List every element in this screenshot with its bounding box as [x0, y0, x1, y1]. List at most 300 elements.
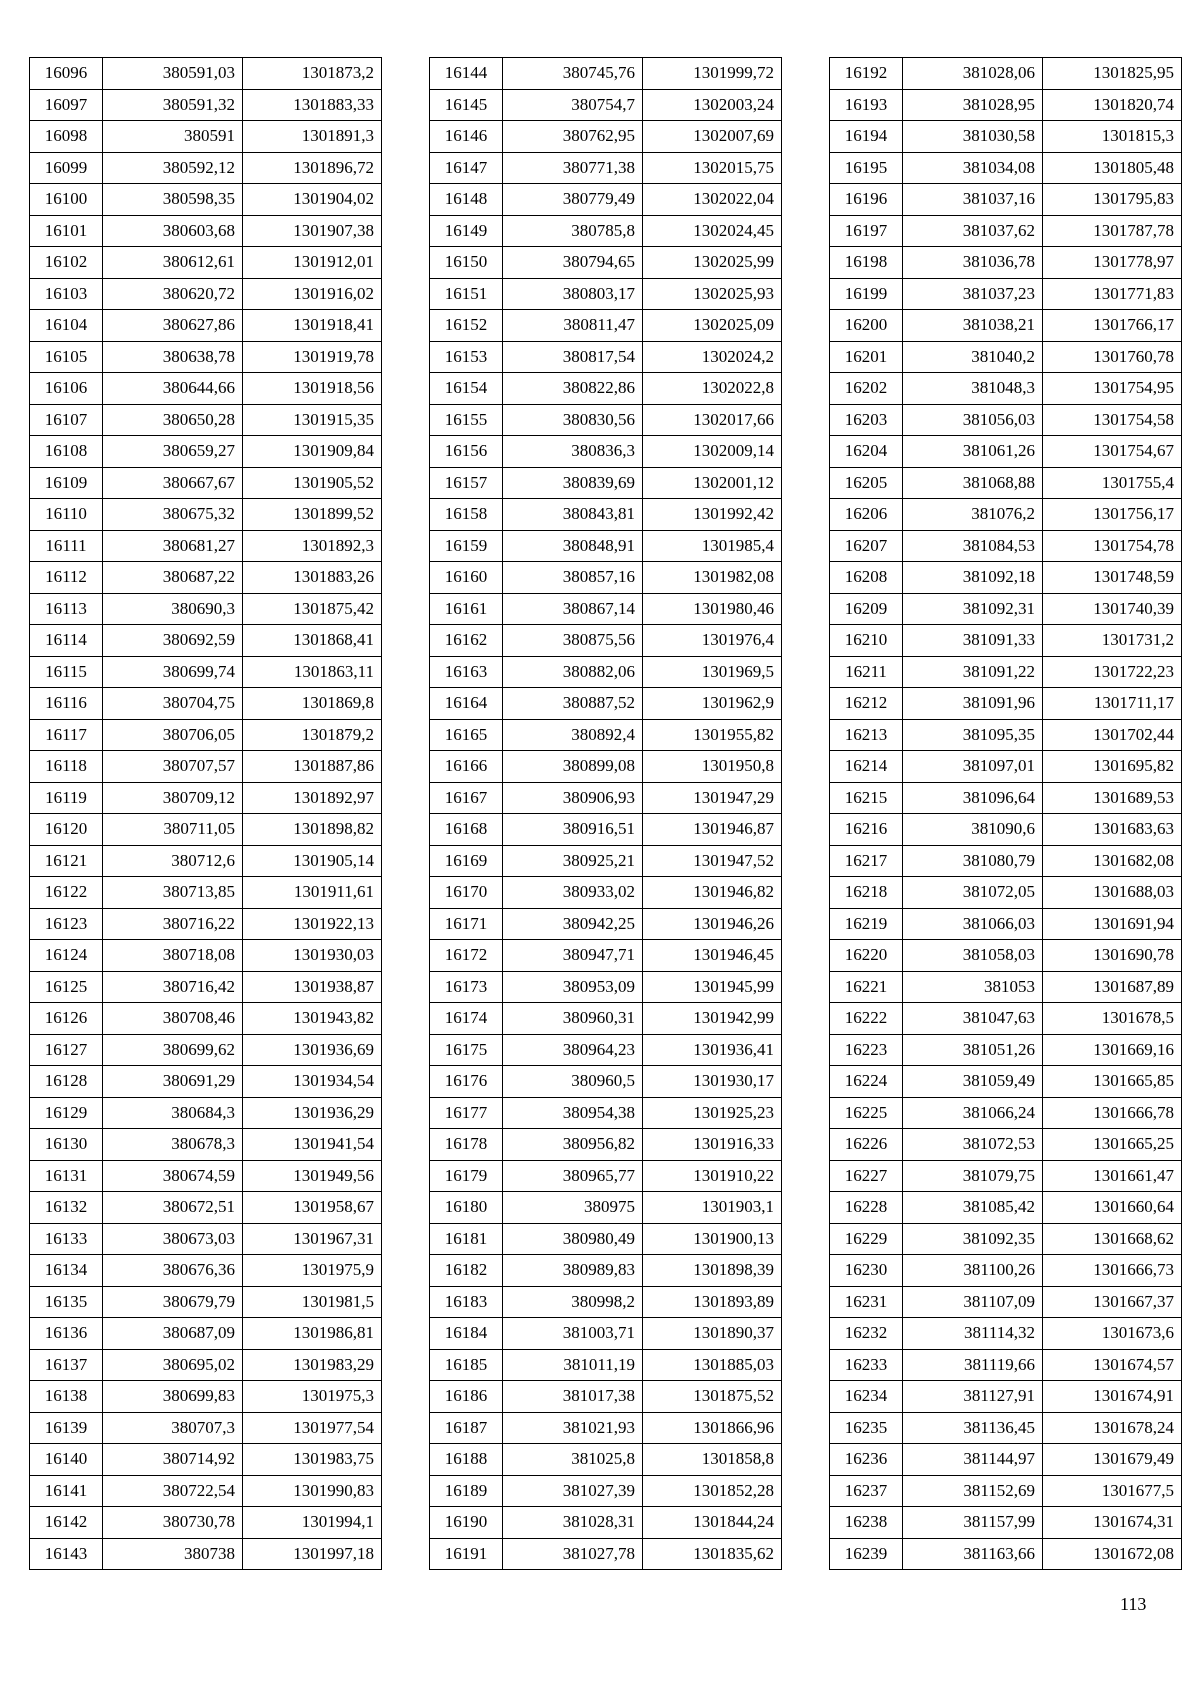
table-row — [430, 1034, 782, 1066]
table-row — [430, 751, 782, 783]
table-row — [430, 656, 782, 688]
x-coordinate-cell: 380975 — [503, 1192, 643, 1224]
y-coordinate-cell: 1301678,5 — [1043, 1003, 1182, 1035]
x-coordinate-cell: 380803,17 — [503, 278, 643, 310]
y-coordinate-cell: 1301982,08 — [643, 562, 782, 594]
x-coordinate-cell: 380947,71 — [503, 940, 643, 972]
table-row — [430, 1318, 782, 1350]
point-number-cell: 16105 — [30, 341, 103, 373]
x-coordinate-cell: 380603,68 — [103, 215, 243, 247]
y-coordinate-cell: 1301900,13 — [643, 1223, 782, 1255]
table-row — [30, 1160, 382, 1192]
x-coordinate-cell: 380762,95 — [503, 121, 643, 153]
table-row — [430, 1475, 782, 1507]
point-number-cell: 16191 — [430, 1538, 503, 1570]
point-number-cell: 16112 — [30, 562, 103, 594]
point-number-cell: 16228 — [830, 1192, 903, 1224]
table-row — [430, 341, 782, 373]
table-row — [830, 782, 1182, 814]
table-row — [830, 1066, 1182, 1098]
y-coordinate-cell: 1302003,24 — [643, 89, 782, 121]
table-row — [830, 310, 1182, 342]
table-row — [30, 1223, 382, 1255]
x-coordinate-cell: 380942,25 — [503, 908, 643, 940]
table-row — [830, 1318, 1182, 1350]
point-number-cell: 16159 — [430, 530, 503, 562]
y-coordinate-cell: 1301866,96 — [643, 1412, 782, 1444]
table-row — [430, 121, 782, 153]
table-row — [30, 373, 382, 405]
point-number-cell: 16207 — [830, 530, 903, 562]
table-row — [830, 1255, 1182, 1287]
y-coordinate-cell: 1301898,82 — [243, 814, 382, 846]
x-coordinate-cell: 381037,16 — [903, 184, 1043, 216]
y-coordinate-cell: 1301787,78 — [1043, 215, 1182, 247]
table-row — [430, 625, 782, 657]
y-coordinate-cell: 1301892,3 — [243, 530, 382, 562]
x-coordinate-cell: 381047,63 — [903, 1003, 1043, 1035]
point-number-cell: 16146 — [430, 121, 503, 153]
y-coordinate-cell: 1301754,67 — [1043, 436, 1182, 468]
table-row — [30, 719, 382, 751]
y-coordinate-cell: 1302022,04 — [643, 184, 782, 216]
x-coordinate-cell: 381092,31 — [903, 593, 1043, 625]
x-coordinate-cell: 381095,35 — [903, 719, 1043, 751]
y-coordinate-cell: 1301690,78 — [1043, 940, 1182, 972]
table-row — [830, 467, 1182, 499]
table-row — [30, 1507, 382, 1539]
x-coordinate-cell: 380627,86 — [103, 310, 243, 342]
x-coordinate-cell: 380707,3 — [103, 1412, 243, 1444]
table-row — [430, 373, 782, 405]
point-number-cell: 16153 — [430, 341, 503, 373]
table-row — [30, 1066, 382, 1098]
table-row — [30, 1318, 382, 1350]
x-coordinate-cell: 380839,69 — [503, 467, 643, 499]
point-number-cell: 16177 — [430, 1097, 503, 1129]
y-coordinate-cell: 1301665,85 — [1043, 1066, 1182, 1098]
table-row — [30, 499, 382, 531]
point-number-cell: 16195 — [830, 152, 903, 184]
table-row — [430, 1129, 782, 1161]
y-coordinate-cell: 1301946,87 — [643, 814, 782, 846]
y-coordinate-cell: 1301665,25 — [1043, 1129, 1182, 1161]
x-coordinate-cell: 380933,02 — [503, 877, 643, 909]
x-coordinate-cell: 380906,93 — [503, 782, 643, 814]
point-number-cell: 16106 — [30, 373, 103, 405]
point-number-cell: 16206 — [830, 499, 903, 531]
point-number-cell: 16184 — [430, 1318, 503, 1350]
point-number-cell: 16100 — [30, 184, 103, 216]
point-number-cell: 16164 — [430, 688, 503, 720]
x-coordinate-cell: 381028,95 — [903, 89, 1043, 121]
y-coordinate-cell: 1302025,99 — [643, 247, 782, 279]
point-number-cell: 16109 — [30, 467, 103, 499]
table-row — [430, 1538, 782, 1570]
y-coordinate-cell: 1301669,16 — [1043, 1034, 1182, 1066]
point-number-cell: 16118 — [30, 751, 103, 783]
point-number-cell: 16098 — [30, 121, 103, 153]
point-number-cell: 16103 — [30, 278, 103, 310]
table-row — [30, 1097, 382, 1129]
point-number-cell: 16148 — [430, 184, 503, 216]
table-row — [830, 625, 1182, 657]
point-number-cell: 16111 — [30, 530, 103, 562]
x-coordinate-cell: 380708,46 — [103, 1003, 243, 1035]
table-row — [30, 89, 382, 121]
x-coordinate-cell: 380638,78 — [103, 341, 243, 373]
coordinates-table-2 — [429, 57, 782, 1570]
table-row — [830, 908, 1182, 940]
y-coordinate-cell: 1301754,58 — [1043, 404, 1182, 436]
table-row — [830, 1444, 1182, 1476]
y-coordinate-cell: 1301905,52 — [243, 467, 382, 499]
table-row — [430, 940, 782, 972]
x-coordinate-cell: 381028,31 — [503, 1507, 643, 1539]
y-coordinate-cell: 1301667,37 — [1043, 1286, 1182, 1318]
x-coordinate-cell: 381003,71 — [503, 1318, 643, 1350]
table-row — [830, 1381, 1182, 1413]
x-coordinate-cell: 381072,53 — [903, 1129, 1043, 1161]
y-coordinate-cell: 1301672,08 — [1043, 1538, 1182, 1570]
point-number-cell: 16110 — [30, 499, 103, 531]
y-coordinate-cell: 1301977,54 — [243, 1412, 382, 1444]
point-number-cell: 16236 — [830, 1444, 903, 1476]
y-coordinate-cell: 1301711,17 — [1043, 688, 1182, 720]
y-coordinate-cell: 1301943,82 — [243, 1003, 382, 1035]
y-coordinate-cell: 1301674,91 — [1043, 1381, 1182, 1413]
point-number-cell: 16165 — [430, 719, 503, 751]
table-row — [430, 593, 782, 625]
table-row — [430, 278, 782, 310]
x-coordinate-cell: 381107,09 — [903, 1286, 1043, 1318]
point-number-cell: 16150 — [430, 247, 503, 279]
table-row — [830, 1286, 1182, 1318]
point-number-cell: 16190 — [430, 1507, 503, 1539]
x-coordinate-cell: 381096,64 — [903, 782, 1043, 814]
table-row — [30, 1381, 382, 1413]
x-coordinate-cell: 380964,23 — [503, 1034, 643, 1066]
y-coordinate-cell: 1301919,78 — [243, 341, 382, 373]
x-coordinate-cell: 380716,42 — [103, 971, 243, 1003]
point-number-cell: 16170 — [430, 877, 503, 909]
x-coordinate-cell: 380822,86 — [503, 373, 643, 405]
x-coordinate-cell: 381028,06 — [903, 58, 1043, 90]
x-coordinate-cell: 381085,42 — [903, 1192, 1043, 1224]
y-coordinate-cell: 1301980,46 — [643, 593, 782, 625]
point-number-cell: 16130 — [30, 1129, 103, 1161]
table-row — [430, 1097, 782, 1129]
x-coordinate-cell: 380687,22 — [103, 562, 243, 594]
table-row — [430, 404, 782, 436]
x-coordinate-cell: 381091,96 — [903, 688, 1043, 720]
point-number-cell: 16172 — [430, 940, 503, 972]
table-row — [30, 1444, 382, 1476]
y-coordinate-cell: 1301918,41 — [243, 310, 382, 342]
y-coordinate-cell: 1301875,42 — [243, 593, 382, 625]
point-number-cell: 16197 — [830, 215, 903, 247]
table-row — [430, 436, 782, 468]
x-coordinate-cell: 380771,38 — [503, 152, 643, 184]
point-number-cell: 16154 — [430, 373, 503, 405]
table-row — [430, 1349, 782, 1381]
point-number-cell: 16225 — [830, 1097, 903, 1129]
x-coordinate-cell: 381061,26 — [903, 436, 1043, 468]
table-row — [830, 436, 1182, 468]
y-coordinate-cell: 1301858,8 — [643, 1444, 782, 1476]
point-number-cell: 16120 — [30, 814, 103, 846]
y-coordinate-cell: 1301668,62 — [1043, 1223, 1182, 1255]
table-row — [30, 121, 382, 153]
point-number-cell: 16235 — [830, 1412, 903, 1444]
x-coordinate-cell: 380695,02 — [103, 1349, 243, 1381]
y-coordinate-cell: 1301844,24 — [643, 1507, 782, 1539]
x-coordinate-cell: 381066,03 — [903, 908, 1043, 940]
table-row — [430, 89, 782, 121]
table-row — [430, 215, 782, 247]
table-row — [30, 278, 382, 310]
y-coordinate-cell: 1301947,29 — [643, 782, 782, 814]
y-coordinate-cell: 1301938,87 — [243, 971, 382, 1003]
y-coordinate-cell: 1301722,23 — [1043, 656, 1182, 688]
x-coordinate-cell: 380667,67 — [103, 467, 243, 499]
y-coordinate-cell: 1301930,17 — [643, 1066, 782, 1098]
point-number-cell: 16194 — [830, 121, 903, 153]
point-number-cell: 16174 — [430, 1003, 503, 1035]
x-coordinate-cell: 380674,59 — [103, 1160, 243, 1192]
point-number-cell: 16143 — [30, 1538, 103, 1570]
point-number-cell: 16218 — [830, 877, 903, 909]
x-coordinate-cell: 380960,5 — [503, 1066, 643, 1098]
point-number-cell: 16135 — [30, 1286, 103, 1318]
table-row — [430, 58, 782, 90]
point-number-cell: 16139 — [30, 1412, 103, 1444]
point-number-cell: 16193 — [830, 89, 903, 121]
x-coordinate-cell: 380998,2 — [503, 1286, 643, 1318]
x-coordinate-cell: 380690,3 — [103, 593, 243, 625]
y-coordinate-cell: 1301912,01 — [243, 247, 382, 279]
table-row — [430, 877, 782, 909]
x-coordinate-cell: 381072,05 — [903, 877, 1043, 909]
point-number-cell: 16231 — [830, 1286, 903, 1318]
x-coordinate-cell: 380848,91 — [503, 530, 643, 562]
point-number-cell: 16145 — [430, 89, 503, 121]
table-row — [430, 499, 782, 531]
y-coordinate-cell: 1302017,66 — [643, 404, 782, 436]
y-coordinate-cell: 1301942,99 — [643, 1003, 782, 1035]
y-coordinate-cell: 1301702,44 — [1043, 719, 1182, 751]
y-coordinate-cell: 1301994,1 — [243, 1507, 382, 1539]
point-number-cell: 16128 — [30, 1066, 103, 1098]
point-number-cell: 16166 — [430, 751, 503, 783]
point-number-cell: 16196 — [830, 184, 903, 216]
table-row — [430, 1381, 782, 1413]
y-coordinate-cell: 1301673,6 — [1043, 1318, 1182, 1350]
point-number-cell: 16119 — [30, 782, 103, 814]
table-row — [30, 467, 382, 499]
y-coordinate-cell: 1301679,49 — [1043, 1444, 1182, 1476]
y-coordinate-cell: 1301958,67 — [243, 1192, 382, 1224]
table-row — [830, 278, 1182, 310]
table-row — [830, 688, 1182, 720]
x-coordinate-cell: 380687,09 — [103, 1318, 243, 1350]
x-coordinate-cell: 380714,92 — [103, 1444, 243, 1476]
point-number-cell: 16137 — [30, 1349, 103, 1381]
point-number-cell: 16151 — [430, 278, 503, 310]
point-number-cell: 16134 — [30, 1255, 103, 1287]
point-number-cell: 16212 — [830, 688, 903, 720]
x-coordinate-cell: 380691,29 — [103, 1066, 243, 1098]
point-number-cell: 16223 — [830, 1034, 903, 1066]
y-coordinate-cell: 1301946,45 — [643, 940, 782, 972]
y-coordinate-cell: 1301766,17 — [1043, 310, 1182, 342]
point-number-cell: 16097 — [30, 89, 103, 121]
y-coordinate-cell: 1302007,69 — [643, 121, 782, 153]
x-coordinate-cell: 380745,76 — [503, 58, 643, 90]
table-row — [430, 1003, 782, 1035]
x-coordinate-cell: 380956,82 — [503, 1129, 643, 1161]
point-number-cell: 16209 — [830, 593, 903, 625]
table-row — [30, 1129, 382, 1161]
table-row — [830, 1475, 1182, 1507]
x-coordinate-cell: 380899,08 — [503, 751, 643, 783]
table-row — [30, 310, 382, 342]
point-number-cell: 16227 — [830, 1160, 903, 1192]
table-row — [430, 1223, 782, 1255]
table-row — [30, 404, 382, 436]
table-row — [30, 215, 382, 247]
y-coordinate-cell: 1301677,5 — [1043, 1475, 1182, 1507]
x-coordinate-cell: 380892,4 — [503, 719, 643, 751]
point-number-cell: 16125 — [30, 971, 103, 1003]
table-row — [830, 530, 1182, 562]
y-coordinate-cell: 1301674,57 — [1043, 1349, 1182, 1381]
x-coordinate-cell: 381114,32 — [903, 1318, 1043, 1350]
point-number-cell: 16141 — [30, 1475, 103, 1507]
y-coordinate-cell: 1301992,42 — [643, 499, 782, 531]
x-coordinate-cell: 381048,3 — [903, 373, 1043, 405]
y-coordinate-cell: 1301916,02 — [243, 278, 382, 310]
table-row — [830, 341, 1182, 373]
y-coordinate-cell: 1301820,74 — [1043, 89, 1182, 121]
x-coordinate-cell: 381034,08 — [903, 152, 1043, 184]
point-number-cell: 16202 — [830, 373, 903, 405]
point-number-cell: 16200 — [830, 310, 903, 342]
x-coordinate-cell: 380620,72 — [103, 278, 243, 310]
point-number-cell: 16182 — [430, 1255, 503, 1287]
table-row — [30, 845, 382, 877]
x-coordinate-cell: 380675,32 — [103, 499, 243, 531]
x-coordinate-cell: 381163,66 — [903, 1538, 1043, 1570]
table-row — [30, 562, 382, 594]
point-number-cell: 16102 — [30, 247, 103, 279]
y-coordinate-cell: 1301981,5 — [243, 1286, 382, 1318]
point-number-cell: 16216 — [830, 814, 903, 846]
x-coordinate-cell: 380730,78 — [103, 1507, 243, 1539]
y-coordinate-cell: 1301911,61 — [243, 877, 382, 909]
table-row — [830, 845, 1182, 877]
y-coordinate-cell: 1301947,52 — [643, 845, 782, 877]
table-row — [830, 215, 1182, 247]
table-row — [830, 89, 1182, 121]
x-coordinate-cell: 380684,3 — [103, 1097, 243, 1129]
x-coordinate-cell: 380779,49 — [503, 184, 643, 216]
x-coordinate-cell: 381017,38 — [503, 1381, 643, 1413]
table-row — [30, 530, 382, 562]
y-coordinate-cell: 1301925,23 — [643, 1097, 782, 1129]
x-coordinate-cell: 380591 — [103, 121, 243, 153]
table-row — [30, 625, 382, 657]
point-number-cell: 16142 — [30, 1507, 103, 1539]
table-row — [830, 562, 1182, 594]
y-coordinate-cell: 1301934,54 — [243, 1066, 382, 1098]
point-number-cell: 16163 — [430, 656, 503, 688]
table-row — [430, 1507, 782, 1539]
table-row — [430, 782, 782, 814]
x-coordinate-cell: 381068,88 — [903, 467, 1043, 499]
table-row — [830, 1412, 1182, 1444]
y-coordinate-cell: 1301873,2 — [243, 58, 382, 90]
table-row — [430, 467, 782, 499]
table-row — [430, 530, 782, 562]
point-number-cell: 16173 — [430, 971, 503, 1003]
coordinates-table-3 — [829, 57, 1182, 1570]
point-number-cell: 16189 — [430, 1475, 503, 1507]
point-number-cell: 16129 — [30, 1097, 103, 1129]
y-coordinate-cell: 1301795,83 — [1043, 184, 1182, 216]
y-coordinate-cell: 1302001,12 — [643, 467, 782, 499]
x-coordinate-cell: 381127,91 — [903, 1381, 1043, 1413]
y-coordinate-cell: 1301879,2 — [243, 719, 382, 751]
table-row — [30, 247, 382, 279]
point-number-cell: 16147 — [430, 152, 503, 184]
point-number-cell: 16229 — [830, 1223, 903, 1255]
table-row — [430, 1255, 782, 1287]
point-number-cell: 16140 — [30, 1444, 103, 1476]
y-coordinate-cell: 1301771,83 — [1043, 278, 1182, 310]
y-coordinate-cell: 1301678,24 — [1043, 1412, 1182, 1444]
table-row — [430, 814, 782, 846]
table-row — [30, 1286, 382, 1318]
point-number-cell: 16201 — [830, 341, 903, 373]
table-row — [30, 341, 382, 373]
point-number-cell: 16199 — [830, 278, 903, 310]
y-coordinate-cell: 1301945,99 — [643, 971, 782, 1003]
point-number-cell: 16127 — [30, 1034, 103, 1066]
x-coordinate-cell: 381011,19 — [503, 1349, 643, 1381]
point-number-cell: 16205 — [830, 467, 903, 499]
x-coordinate-cell: 381080,79 — [903, 845, 1043, 877]
table-row — [430, 1160, 782, 1192]
point-number-cell: 16213 — [830, 719, 903, 751]
x-coordinate-cell: 381051,26 — [903, 1034, 1043, 1066]
table-row — [30, 152, 382, 184]
x-coordinate-cell: 381038,21 — [903, 310, 1043, 342]
x-coordinate-cell: 380965,77 — [503, 1160, 643, 1192]
point-number-cell: 16162 — [430, 625, 503, 657]
x-coordinate-cell: 381058,03 — [903, 940, 1043, 972]
point-number-cell: 16175 — [430, 1034, 503, 1066]
point-number-cell: 16157 — [430, 467, 503, 499]
table-row — [430, 247, 782, 279]
y-coordinate-cell: 1301962,9 — [643, 688, 782, 720]
table-row — [30, 1538, 382, 1570]
point-number-cell: 16230 — [830, 1255, 903, 1287]
point-number-cell: 16155 — [430, 404, 503, 436]
table-row — [430, 1444, 782, 1476]
x-coordinate-cell: 380592,12 — [103, 152, 243, 184]
x-coordinate-cell: 381079,75 — [903, 1160, 1043, 1192]
